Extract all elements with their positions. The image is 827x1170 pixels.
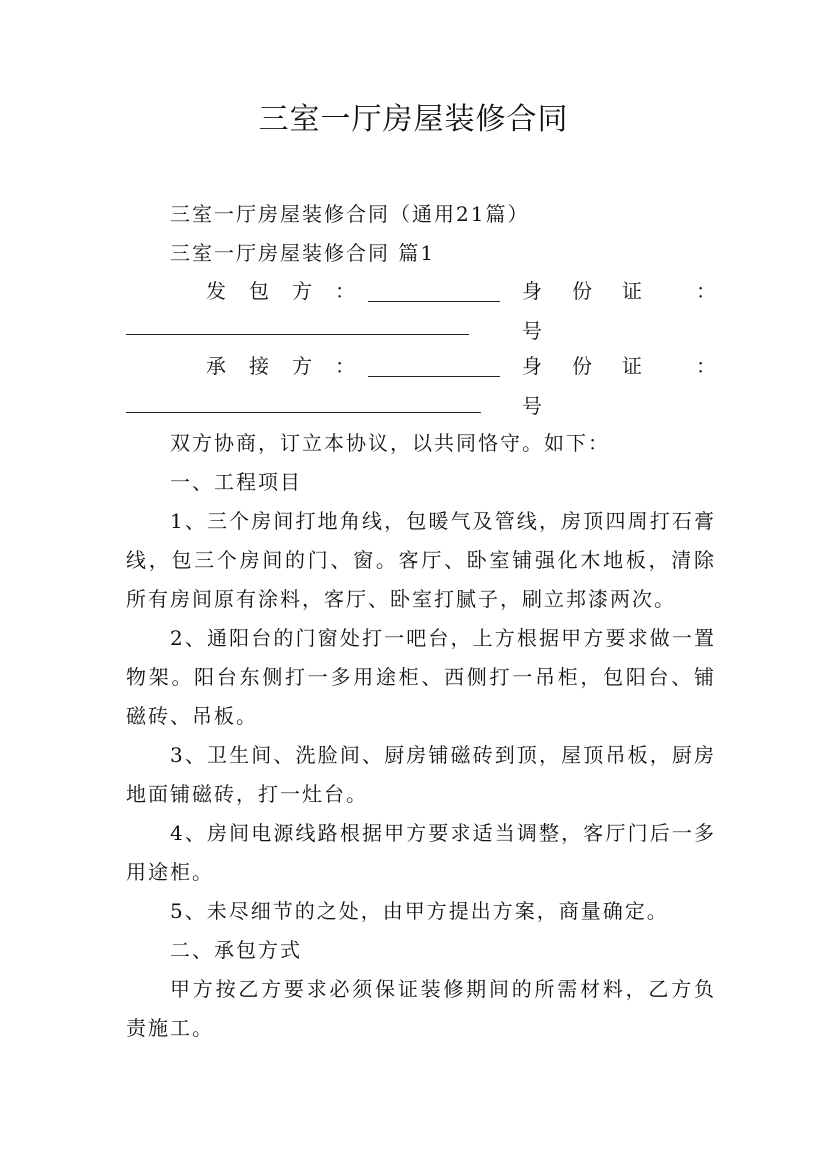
party-b-id-blank[interactable] [126, 412, 481, 413]
paragraph-contract-method: 甲方按乙方要求必须保证装修期间的所需材料，乙方负责施工。 [126, 977, 716, 1040]
heading-project: 一、工程项目 [170, 470, 302, 494]
section-heading: 三室一厅房屋装修合同 篇1 [170, 241, 436, 265]
heading-contract-method: 二、承包方式 [170, 938, 302, 962]
paragraph-item-4: 4、房间电源线路根据甲方要求适当调整，客厅门后一多用途柜。 [126, 821, 716, 884]
paragraph-intro: 双方协商，订立本协议，以共同恪守。如下： [170, 431, 610, 455]
party-b-label: 承接方： [206, 354, 378, 378]
party-b-name-blank[interactable] [368, 376, 500, 377]
party-a-label: 发包方： [206, 279, 378, 303]
party-b-id-colon: ： [696, 354, 716, 378]
party-a-id-colon: ： [696, 279, 716, 303]
paragraph-item-5: 5、未尽细节的之处，由甲方提出方案，商量确定。 [170, 899, 669, 923]
party-a-id-label: 身份证号 [522, 279, 672, 343]
party-a-id-blank[interactable] [126, 334, 469, 335]
document-title: 三室一厅房屋装修合同 [258, 102, 569, 137]
party-b-line [126, 346, 716, 418]
party-a-line [126, 271, 716, 343]
paragraph-item-1: 1、三个房间打地角线，包暖气及管线，房顶四周打石膏线，包三个房间的门、窗。客厅、卧室铺强化木地板，清除所有房间原有涂料，客厅、卧室打腻子，刷立邦漆两次。 [126, 509, 716, 611]
paragraph-item-2: 2、通阳台的门窗处打一吧台，上方根据甲方要求做一置物架。阳台东侧打一多用途柜、西侧打一吊柜，包阳台、铺磁砖、吊板。 [126, 626, 716, 728]
party-a-name-blank[interactable] [368, 301, 500, 302]
paragraph-item-3: 3、卫生间、洗脸间、厨房铺磁砖到顶，屋顶吊板，厨房地面铺磁砖，打一灶台。 [126, 743, 716, 806]
subtitle-line: 三室一厅房屋装修合同（通用21篇） [170, 202, 530, 226]
document-subtitle [126, 195, 716, 273]
contract-body [126, 424, 716, 1048]
party-b-id-label: 身份证号 [522, 354, 672, 418]
